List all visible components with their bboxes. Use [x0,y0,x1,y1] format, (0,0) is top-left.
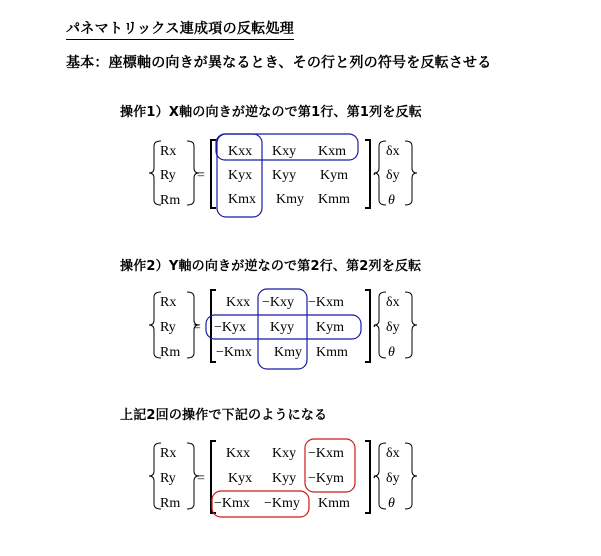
equals-sign: = [197,168,205,183]
matrix-cell-32: Kmy [274,345,302,360]
section3-equation [0,431,601,531]
section1-heading: 操作1）X軸の向きが逆なので第1行、第1列を反転 [120,105,422,120]
matrix-cell-11: Kxx [228,144,253,159]
matrix-cell-22: Kyy [270,320,295,335]
right-vector-theta: θ [388,496,395,511]
left-vector-rx: Rx [160,144,177,159]
right-vector-dy: δy [386,168,400,183]
matrix-cell-11: Kxx [226,295,251,310]
right-vector-theta: θ [388,345,395,360]
right-vector-dx: δx [386,446,400,461]
equals-sign: = [197,471,205,486]
multiply-dot: · [372,471,377,486]
right-vector-dx: δx [386,144,400,159]
right-vector-brace-close [405,292,417,358]
left-vector-ry: Ry [160,320,176,335]
matrix-cell-11: Kxx [226,446,251,461]
matrix-cell-21: Kyx [228,471,253,486]
left-vector-rm: Rm [160,496,181,511]
matrix-cell-22: Kyy [272,168,297,183]
matrix-cell-13: −Kxm [308,446,344,461]
left-vector-rm: Rm [160,193,181,208]
matrix-cell-31: Kmx [228,192,256,207]
matrix-bracket-close [365,290,370,362]
matrix-cell-23: Kym [320,168,348,183]
section1-equation [0,126,601,226]
right-vector-brace-close [405,141,417,205]
matrix-cell-21: −Kyx [214,320,247,335]
left-vector-rx: Rx [160,295,177,310]
matrix-cell-12: −Kxy [262,295,295,310]
section2-equation [0,280,601,380]
section2-heading: 操作2）Y軸の向きが逆なので第2行、第2列を反転 [120,259,422,274]
right-vector-dx: δx [386,295,400,310]
section3-heading: 上記2回の操作で下記のようになる [120,408,328,423]
right-vector-brace-open [374,443,386,509]
matrix-cell-33: Kmm [318,192,350,207]
right-vector-theta: θ [388,193,395,208]
matrix-cell-12: Kxy [272,144,297,159]
matrix-cell-12: Kxy [272,446,297,461]
matrix-cell-33: Kmm [316,345,348,360]
right-vector-brace-open [374,141,386,205]
matrix-bracket-close [365,441,370,513]
left-vector-rx: Rx [160,446,177,461]
left-vector-ry: Ry [160,168,176,183]
matrix-cell-31: −Kmx [214,496,250,511]
matrix-cell-13: −Kxm [308,295,344,310]
right-vector-brace-open [374,292,386,358]
matrix-cell-32: −Kmy [264,496,300,511]
equals-sign: = [193,320,201,335]
multiply-dot: · [372,168,377,183]
matrix-cell-13: Kxm [318,144,346,159]
matrix-cell-23: Kym [316,320,344,335]
right-vector-dy: δy [386,471,400,486]
multiply-dot: · [372,320,377,335]
matrix-cell-22: Kyy [272,471,297,486]
matrix-cell-32: Kmy [276,192,304,207]
left-vector-rm: Rm [160,345,181,360]
basic-rule-text: 基本：座標軸の向きが異なるとき、その行と列の符号を反転させる [66,55,492,71]
matrix-cell-33: Kmm [318,496,350,511]
page-title: パネマトリックス連成項の反転処理 [66,18,294,40]
matrix-cell-23: −Kym [308,471,344,486]
left-vector-ry: Ry [160,471,176,486]
matrix-bracket-open [211,140,216,208]
right-vector-brace-close [405,443,417,509]
matrix-cell-31: −Kmx [216,345,252,360]
right-vector-dy: δy [386,320,400,335]
matrix-bracket-close [365,140,370,208]
matrix-cell-21: Kyx [228,168,253,183]
